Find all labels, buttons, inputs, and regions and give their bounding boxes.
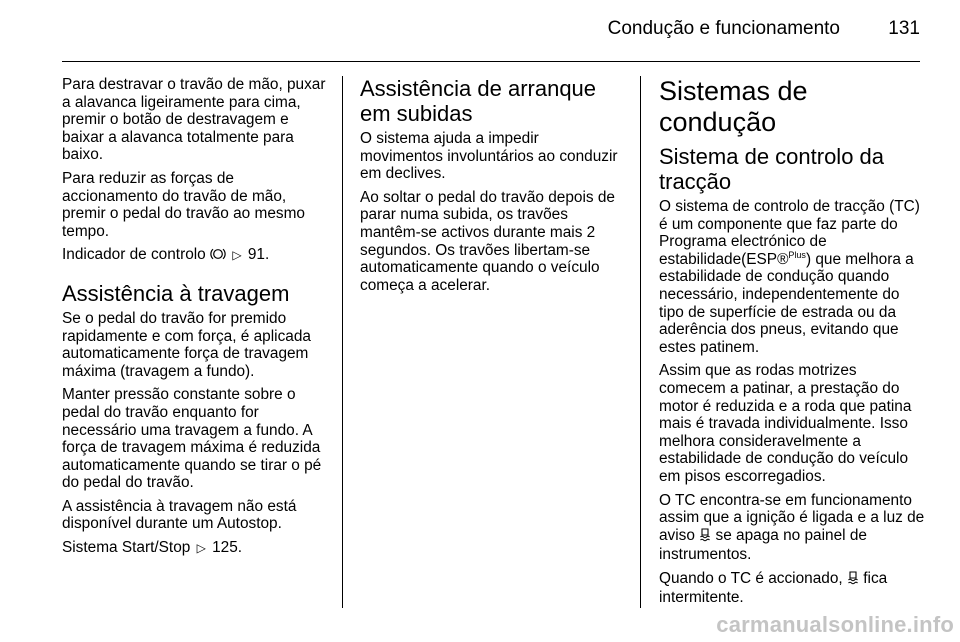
column-1	[62, 76, 328, 564]
page-header	[62, 14, 920, 48]
column-divider-2	[640, 76, 641, 608]
header-rule	[62, 61, 920, 62]
tc-1-text-b: ) que melhora a estabilidade de condução quando necessário, independentemente do tipo de superfície de estrada ou da aderência dos pneus, evitando que estes patinem.	[659, 250, 914, 356]
paragraph-tc-3	[659, 492, 925, 564]
page-ref-arrow-icon: ▷	[232, 248, 242, 263]
tc-3-text-b: se apaga no painel de instrumentos.	[659, 526, 867, 564]
tc-4-text-a: Quando o TC é accionado,	[659, 569, 843, 587]
tc-1-text-a: O sistema de controlo de tracção (TC) é um componente que faz parte do Programa electrónico de estabilidade(ESP®	[659, 198, 920, 268]
section-title-hill-start: Assistência de arranque em subidas	[360, 76, 597, 126]
paragraph-handbrake-force: Para reduzir as forças de accionamento do travão de mão, premir o pedal do travão ao mesmo tempo.	[62, 169, 305, 240]
column-3	[659, 76, 925, 613]
chapter-title: Sistemas de condução	[659, 76, 808, 137]
plus-superscript: Plus	[788, 249, 806, 260]
start-stop-text: Sistema Start/Stop	[62, 539, 191, 557]
section-title-traction-control: Sistema de controlo da tracção	[659, 144, 885, 194]
paragraph-tc-1	[659, 198, 925, 356]
running-head: Condução e funcionamento	[607, 18, 840, 39]
tc-3-text-a: O TC encontra-se em funcionamento assim que a ignição é ligada e a luz de aviso	[659, 491, 925, 544]
column-divider-1	[342, 76, 343, 608]
column-2	[360, 76, 626, 300]
traction-control-icon	[699, 528, 711, 547]
paragraph-tc-4	[659, 570, 925, 607]
traction-control-icon	[847, 571, 859, 590]
paragraph-handbrake-release: Para destravar o travão de mão, puxar a alavanca ligeiramente para cima, premir o botão de destravagem e baixar a alavanca totalmente para baixo.	[62, 76, 326, 164]
page-ref-arrow-icon: ▷	[196, 541, 206, 556]
start-stop-ref: 125.	[212, 539, 243, 557]
paragraph-brake-assist-3: A assistência à travagem não está disponível durante um Autostop.	[62, 497, 297, 533]
page-number: 131	[888, 18, 920, 39]
watermark: carmanualsonline.info	[716, 612, 954, 637]
paragraph-brake-assist-1: Se o pedal do travão for premido rapidamente e com força, é aplicada automaticamente força de travagem máxima (travagem a fundo).	[62, 309, 311, 380]
paragraph-brake-assist-2: Manter pressão constante sobre o pedal do travão enquanto for necessário uma travagem a fundo. A força de travagem máxima é reduzida automaticamente quando se tirar o pé do pedal do travão.	[62, 386, 322, 492]
brake-warning-icon	[210, 247, 226, 266]
control-indicator-text: Indicador de controlo	[62, 246, 206, 264]
section-title-brake-assist: Assistência à travagem	[62, 280, 290, 306]
paragraph-start-stop-ref	[62, 539, 328, 558]
tc-4-text-b: fica intermitente.	[659, 569, 888, 607]
paragraph-tc-2: Assim que as rodas motrizes comecem a patinar, a prestação do motor é reduzida e a roda que patina mais é travada individualmente. Isso melhora consideravelmente a estabilidade de condução do veículo em pisos escorregadios.	[659, 362, 912, 485]
paragraph-control-indicator	[62, 246, 328, 266]
paragraph-hill-start-2: Ao soltar o pedal do travão depois de parar numa subida, os travões mantêm-se activos durante mais 2 segundos. Os travões libertam-se automaticamente quando o veículo começa a acelerar.	[360, 188, 615, 294]
control-indicator-ref: 91.	[247, 246, 270, 264]
paragraph-hill-start-1: O sistema ajuda a impedir movimentos involuntários ao conduzir em declives.	[360, 130, 618, 183]
